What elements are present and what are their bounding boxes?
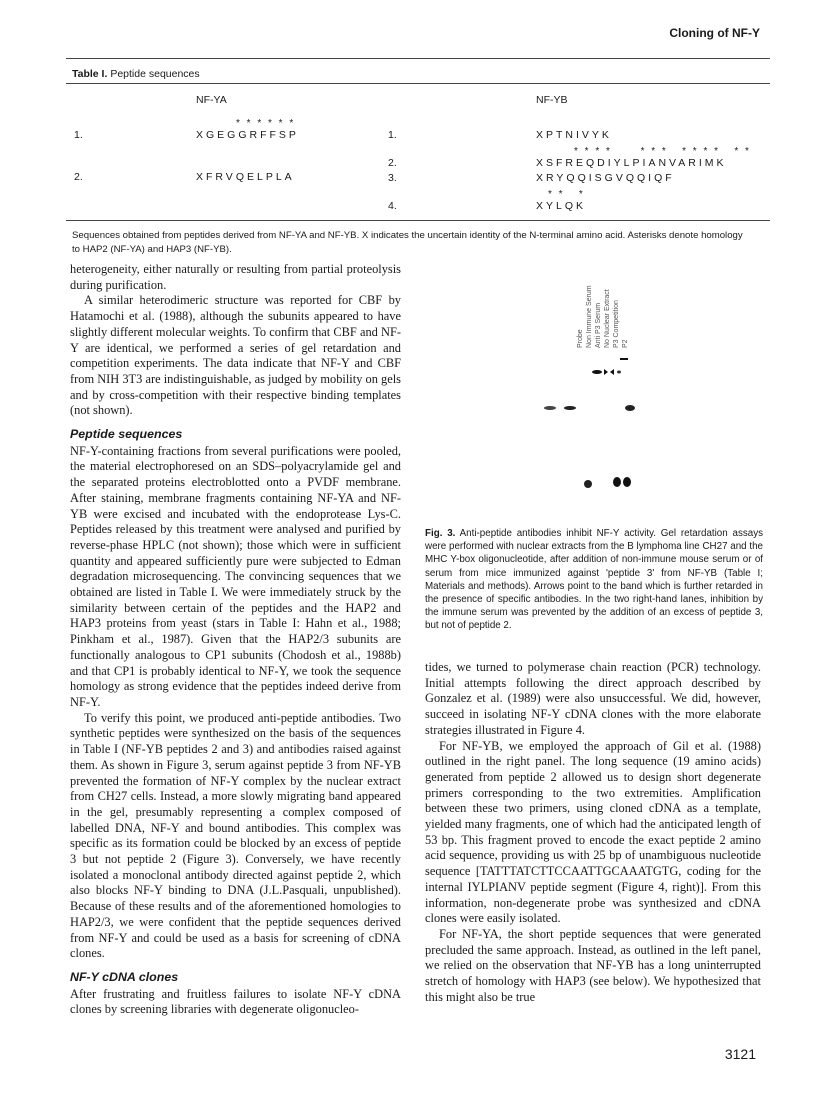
- gel-band: [623, 477, 631, 487]
- table-b-row2-num: 2.: [388, 157, 397, 169]
- table-b-row2-seq: XSFREQDIYLPIANVARIMK: [536, 157, 727, 169]
- lane-label-p3-competition: P3 Competition: [613, 300, 620, 348]
- table-a-row1-num: 1.: [74, 129, 83, 141]
- lane-label-anti-p3-serum: Anti P3 Serum: [595, 302, 602, 348]
- table-a-row1-seq: XGEGGRFFSP: [196, 129, 299, 141]
- lane-label-p2: P2: [622, 339, 629, 348]
- table-b-row3-seq: XRYQQISGVQQIQF: [536, 172, 675, 184]
- running-head: Cloning of NF-Y: [669, 26, 760, 40]
- table-top-rule: [66, 58, 770, 59]
- right-column: [425, 660, 761, 1005]
- table-b-row4-seq: XYLQK: [536, 200, 587, 212]
- table-a-row2-num: 2.: [74, 171, 83, 183]
- gel-band: [625, 405, 635, 411]
- table-b-row2-asterisks: * * * * * * * * * * * * *: [574, 146, 751, 157]
- table-col-nfya: NF-YA: [196, 94, 227, 106]
- arrow-icon: [604, 369, 614, 375]
- gel-band: [617, 371, 621, 374]
- table-b-row1-seq: XPTNIVYK: [536, 129, 612, 141]
- paragraph: A similar heterodimeric structure was reported for CBF by Hatamochi et al. (1988), although the subunits appeared to have slightly different molecular weights. To confirm that CBF and NF-Y are identical, we performed a series of gel retardation and competition experiments. The data indicate that NF-Y and CBF from NIH 3T3 are indistinguishable, as judged by mobility on gels and by cross-competition with their respective binding templates (not shown).: [70, 293, 401, 418]
- table-a-row1-asterisks: * * * * * *: [236, 118, 296, 129]
- table-caption: [72, 68, 200, 80]
- left-column: [70, 262, 401, 1018]
- gel-band: [592, 370, 602, 374]
- lane-label-probe: Probe: [577, 329, 584, 348]
- section-heading-peptide-sequences: Peptide sequences: [70, 427, 183, 442]
- table-col-nfyb: NF-YB: [536, 94, 568, 106]
- paragraph: To verify this point, we produced anti-peptide antibodies. Two synthetic peptides were synthesized on the basis of the sequences in Table I (NF-YB peptides 2 and 3) and antibodies raised against them. As shown in Figure 3, serum against peptide 3 from NF-YB prevented the formation of NF-Y complex by the nuclear extract from CH27 cells. Instead, a more slowly migrating band appeared in the gel, presumably representing a complex composed of labelled DNA, NF-Y and bound antibodies. This complex was specific as its formation could be blocked by an excess of peptide 3 but not peptide 2 (Figure 3). Conversely, we have recently isolated a monoclonal antibody directed against peptide 2, which also blocks NF-Y binding to DNA (J.L.Pasquali, unpublished). Because of these results and of the aforementioned homologies to HAP2/3, we were confident that the peptide sequences derived from NF-Y and could be used as a basis for screening of cDNA clones.: [70, 710, 401, 961]
- gel-band: [584, 480, 592, 488]
- paragraph: For NF-YA, the short peptide sequences that were generated precluded the same approach. Instead, as outlined in the left panel, we relied on the observation that NF-YB has a long uninterrupted stretch of homology with HAP3 (see below). We hypothesized that this might also be true: [425, 926, 761, 1004]
- lane-label-no-nuclear-extract: No Nuclear Extract: [604, 289, 611, 348]
- page-number: 3121: [724, 1046, 756, 1062]
- table-a-row2-seq: XFRVQELPLA: [196, 171, 295, 183]
- table-bottom-rule: [66, 220, 770, 221]
- section-heading-cdna-clones: NF-Y cDNA clones: [70, 969, 179, 984]
- gel-band: [544, 406, 556, 410]
- figure-caption-text: Anti-peptide antibodies inhibit NF-Y activity. Gel retardation assays were performed with nuclear extracts from the B lymphoma line CH27 and the MHC Y-box oligonucleotide, after addition of non-immune mouse serum or of serum from mice immunized against 'peptide 3' from NF-YB (Table I; Materials and methods). Arrows point to the band which is further retarded in the presence of specific antibodies. In the two right-hand lanes, inhibition by the immune serum was prevented by the addition of an excess of peptide 3, but not of peptide 2.: [425, 528, 763, 632]
- figure-caption-label: Fig. 3.: [425, 528, 456, 539]
- figure-caption: [425, 527, 763, 633]
- table-caption-label: Table I.: [72, 68, 108, 80]
- table-b-row4-asterisks: * * *: [548, 189, 585, 200]
- paragraph: tides, we turned to polymerase chain reaction (PCR) technology. Initial attempts following the direct approach described by Gonzalez et al. (1989) were also unsuccessful. We did, however, succeed in isolating NF-Y cDNA clones with the more elaborate strategies illustrated in Figure 4.: [425, 660, 761, 737]
- paragraph: After frustrating and fruitless failures to isolate NF-Y cDNA clones by screening libraries with degenerate oligonucleo-: [70, 986, 401, 1017]
- table-caption-text: Peptide sequences: [107, 68, 200, 80]
- paragraph: For NF-YB, we employed the approach of Gil et al. (1988) outlined in the right panel. The long sequence (19 amino acids) generated from peptide 2 allowed us to design short degenerate primers corresponding to the two extremities. Amplification between these two primers, using cloned cDNA as a template, yielded many fragments, one of which had the anticipated length of 53 bp. This fragment proved to encode the exact peptide 2 amino acid sequence, providing us with 25 bp of unambiguous nucleotide sequence [TATTTATCTTCCAATTGCAAATGTG, coding for the internal IYLPIANV peptide segment (Figure 4, right)]. From this information, non-degenerate probe was synthesized and cDNA clones were easily isolated.: [425, 738, 761, 926]
- gel-band: [620, 358, 628, 360]
- gel-band: [564, 406, 576, 410]
- table-footnote: Sequences obtained from peptides derived from NF-YA and NF-YB. X indicates the uncertain identity of the N-terminal amino acid. Asterisks denote homology to HAP2 (NF-YA) and HAP3 (NF-YB).: [72, 230, 743, 255]
- gel-retardation-figure: [490, 278, 690, 508]
- table-b-row3-num: 3.: [388, 172, 397, 184]
- gel-band: [613, 477, 621, 487]
- table-header-rule: [66, 83, 770, 84]
- table-b-row1-num: 1.: [388, 129, 397, 141]
- lane-label-non-immune-serum: Non Immune Serum: [586, 285, 593, 348]
- table-b-row4-num: 4.: [388, 200, 397, 212]
- paragraph: heterogeneity, either naturally or resulting from partial proteolysis during purification.: [70, 262, 401, 292]
- paragraph: NF-Y-containing fractions from several purifications were pooled, the material electrophoresed on an SDS–polyacrylamide gel and the separated proteins electroblotted onto a PVDF membrane. After staining, membrane fragments containing NF-YA and NF-YB were excised and incubated with the endoprotease Lys-C. Peptides released by this treatment were analysed and purified by reverse-phase HPLC (not shown); those which were in sufficient quantity and appeared sufficiently pure were subjected to Edman degradation microsequencing. The convincing sequences that we obtained are listed in Table I. We were immediately struck by the similarity between certain of the peptides and the HAP2 and HAP3 proteins from yeast (stars in Table I: Hahn et al., 1988; Pinkham et al., 1987). Given that the HAP2/3 subunits are functionally analogous to CP1 subunits (Chodosh et al., 1988b) and that CP1 is probably identical to NF-Y, we took the sequence homology as strong evidence that the peptides indeed derive from NF-Y.: [70, 443, 401, 709]
